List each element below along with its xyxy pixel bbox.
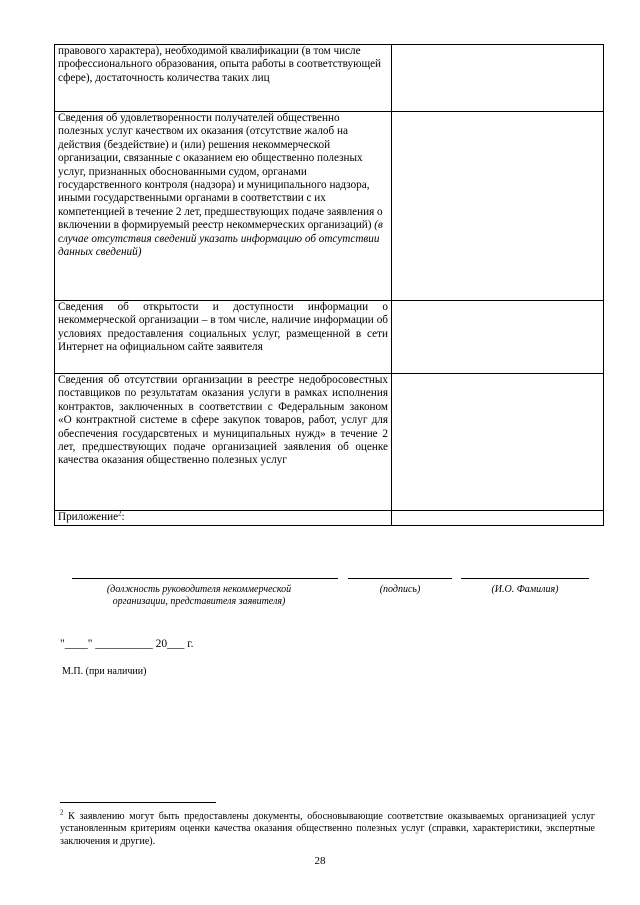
value-cell (392, 374, 604, 511)
criteria-cell (55, 112, 392, 301)
stamp-line: М.П. (при наличии) (62, 666, 147, 677)
table-row (55, 511, 604, 526)
value-cell (392, 112, 604, 301)
position-caption-line-1: (должность руководителя некоммерческой (106, 584, 292, 595)
position-caption-line-2: организации, представителя заявителя) (112, 596, 286, 607)
value-cell (392, 301, 604, 374)
footnote-mark: 2 (60, 808, 64, 817)
signature-line (348, 578, 452, 579)
date-line: "____" __________ 20___ г. (60, 638, 194, 650)
appendix-footnote-mark: 2 (118, 509, 122, 518)
appendix-cell (55, 511, 392, 526)
table-row (55, 374, 604, 511)
appendix-colon: : (121, 511, 125, 523)
page-number: 28 (314, 855, 326, 867)
table-row (55, 112, 604, 301)
position-caption (74, 584, 324, 608)
appendix-value-cell (392, 511, 604, 526)
signature-caption: (подпись) (379, 584, 421, 595)
footnote (60, 808, 595, 848)
name-signature-line (461, 578, 589, 579)
name-caption: (И.О. Фамилия) (491, 584, 559, 595)
footnote-text: К заявлению могут быть предоставлены документы, обосновывающие соответствие оказываемых организацией услуг установленным критериям оценки качества оказания общественно полезных услуг (справки, характеристики, экспертные заключения и другие). (60, 811, 595, 847)
criteria-text: правового характера), необходимой квалификации (в том числе профессионального образования, опыта работы в соответствующей сфере), достаточность количества таких лиц (58, 45, 382, 84)
appendix-label: Приложение (58, 511, 119, 523)
criteria-text: Сведения об отсутствии организации в реестре недобросовестных поставщиков по результатам оказания услуги в рамках исполнения контрактов, заключенных в соответствии с Федеральным законом «О контрактной системе в сфере закупок товаров, работ, услуг для обеспечения государсвтеных и муниципальных нужд» в течение 2 лет, предшествующих подаче организацией заявления об оценке качества оказания общественно полезных услуг (58, 374, 388, 467)
table-row (55, 45, 604, 112)
criteria-cell (55, 45, 392, 112)
table-row (55, 301, 604, 374)
criteria-text: Сведения об удовлетворенности получателей общественно полезных услуг качеством их оказания (отсутствие жалоб на действия (бездействие) и (или) решения некоммерческой организации, связанные с оказанием ею общественно полезных услуг, признанных обоснованными судом, органами государственного контроля (надзора) и муниципального надзора, иными государственными органами в соответствии с их компетенцией в течение 2 лет, предшествующих подаче заявления о включении в формируемый реестр некоммерческих организаций) (58, 112, 383, 232)
footnote-rule (60, 802, 216, 803)
criteria-text: Сведения об открытости и доступности информации о некоммерческой организации – в том числе, наличие информации об условиях предоставления социальных услуг, размещенной в сети Интернет на официальном сайте заявителя (58, 301, 388, 354)
value-cell (392, 45, 604, 112)
criteria-table (54, 44, 604, 526)
position-signature-line (72, 578, 338, 579)
criteria-cell (55, 301, 392, 374)
criteria-note: (в случае отсутствия сведений указать информацию об отсутствии данных сведений) (58, 219, 383, 259)
criteria-cell (55, 374, 392, 511)
